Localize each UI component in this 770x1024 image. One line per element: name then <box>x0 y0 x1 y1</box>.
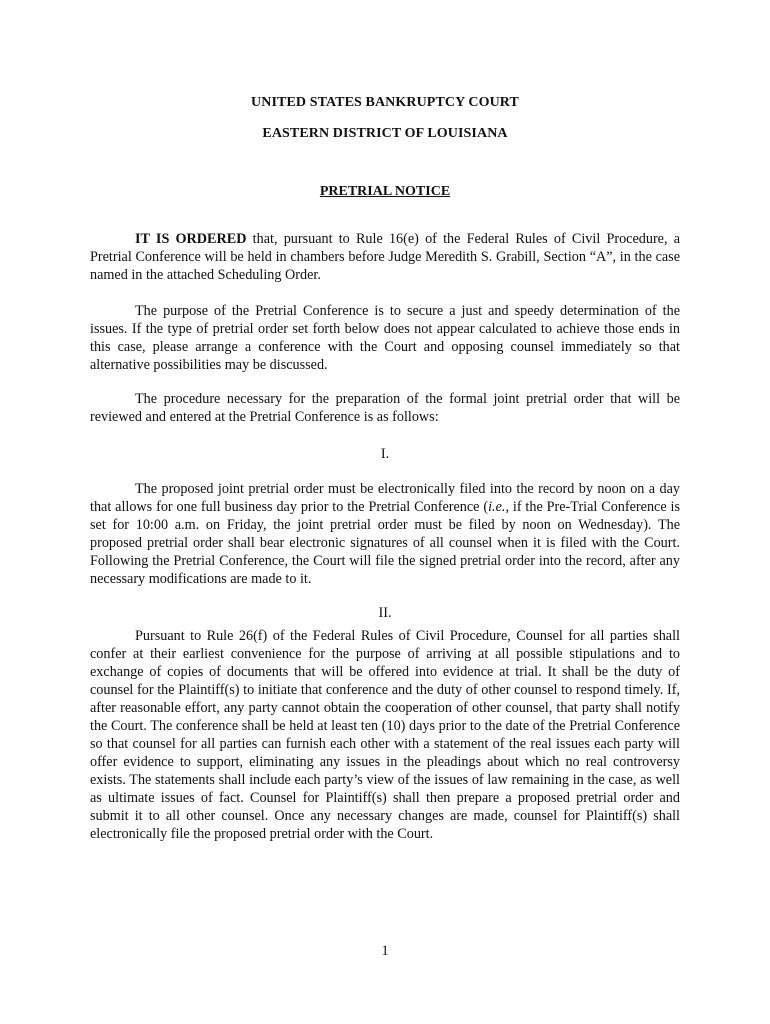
section-one-text-b: , if the Pre-Trial Conference is set for 10:00 a.m. on Friday, the joint pretrial order must be filed by noon on Wednesday). The proposed pretrial order shall bear electronic signatures of all counsel when it is filed with the Court. Following the Pretrial Conference, the Court will file the signed pretrial order into the record, after any necessary modifications are made to it. <box>90 499 680 587</box>
page-number: 1 <box>381 943 389 959</box>
section-one-text-a: The proposed joint pretrial order must be electronically filed into the record by noon on a day that allows for one full business day prior to the Pretrial Conference ( <box>90 481 680 515</box>
order-lead: IT IS ORDERED <box>135 231 247 247</box>
court-name: UNITED STATES BANKRUPTCY COURT <box>251 95 519 110</box>
procedure-text: The procedure necessary for the preparation of the formal joint pretrial order that will be reviewed and entered at the Pretrial Conference is as follows: <box>90 391 680 425</box>
paragraph-order <box>90 230 680 284</box>
paragraph-section-two <box>90 627 680 843</box>
document-title: PRETRIAL NOTICE <box>319 184 451 199</box>
order-text: that, pursuant to Rule 16(e) of the Federal Rules of Civil Procedure, a Pretrial Conference will be held in chambers before Judge Meredith S. Grabill, Section “A”, in the case named in the attached Scheduling Order. <box>90 231 681 283</box>
section-heading-one: I. <box>380 446 390 462</box>
section-heading-two: II. <box>378 605 392 621</box>
court-district: EASTERN DISTRICT OF LOUISIANA <box>262 126 508 141</box>
paragraph-purpose <box>90 302 680 374</box>
section-two-text: Pursuant to Rule 26(f) of the Federal Rules of Civil Procedure, Counsel for all parties shall confer at their earliest convenience for the purpose of arriving at all possible stipulations and to exchange of copies of documents that will be offered into evidence at trial. It shall be the duty of counsel for the Plaintiff(s) to initiate that conference and the duty of other counsel to respond timely. If, after reasonable effort, any party cannot obtain the cooperation of other counsel, that party shall notify the Court. The conference shall be held at least ten (10) days prior to the date of the Pretrial Conference so that counsel for all parties can furnish each other with a statement of the real issues each party will offer evidence to support, eliminating any issues in the pleadings about which no real controversy exists. The statements shall include each party’s view of the issues of law remaining in the case, as well as ultimate issues of fact. Counsel for Plaintiff(s) shall then prepare a proposed pretrial order and submit it to all other counsel. Once any necessary changes are made, counsel for Plaintiff(s) shall electronically file the proposed pretrial order with the Court. <box>90 628 680 842</box>
paragraph-procedure <box>90 390 680 426</box>
purpose-text: The purpose of the Pretrial Conference is to secure a just and speedy determination of the issues. If the type of pretrial order set forth below does not appear calculated to achieve those ends in this case, please arrange a conference with the Court and opposing counsel immediately so that alternative possibilities may be discussed. <box>90 303 680 373</box>
section-one-ie: i.e. <box>488 499 506 515</box>
paragraph-section-one <box>90 480 680 588</box>
